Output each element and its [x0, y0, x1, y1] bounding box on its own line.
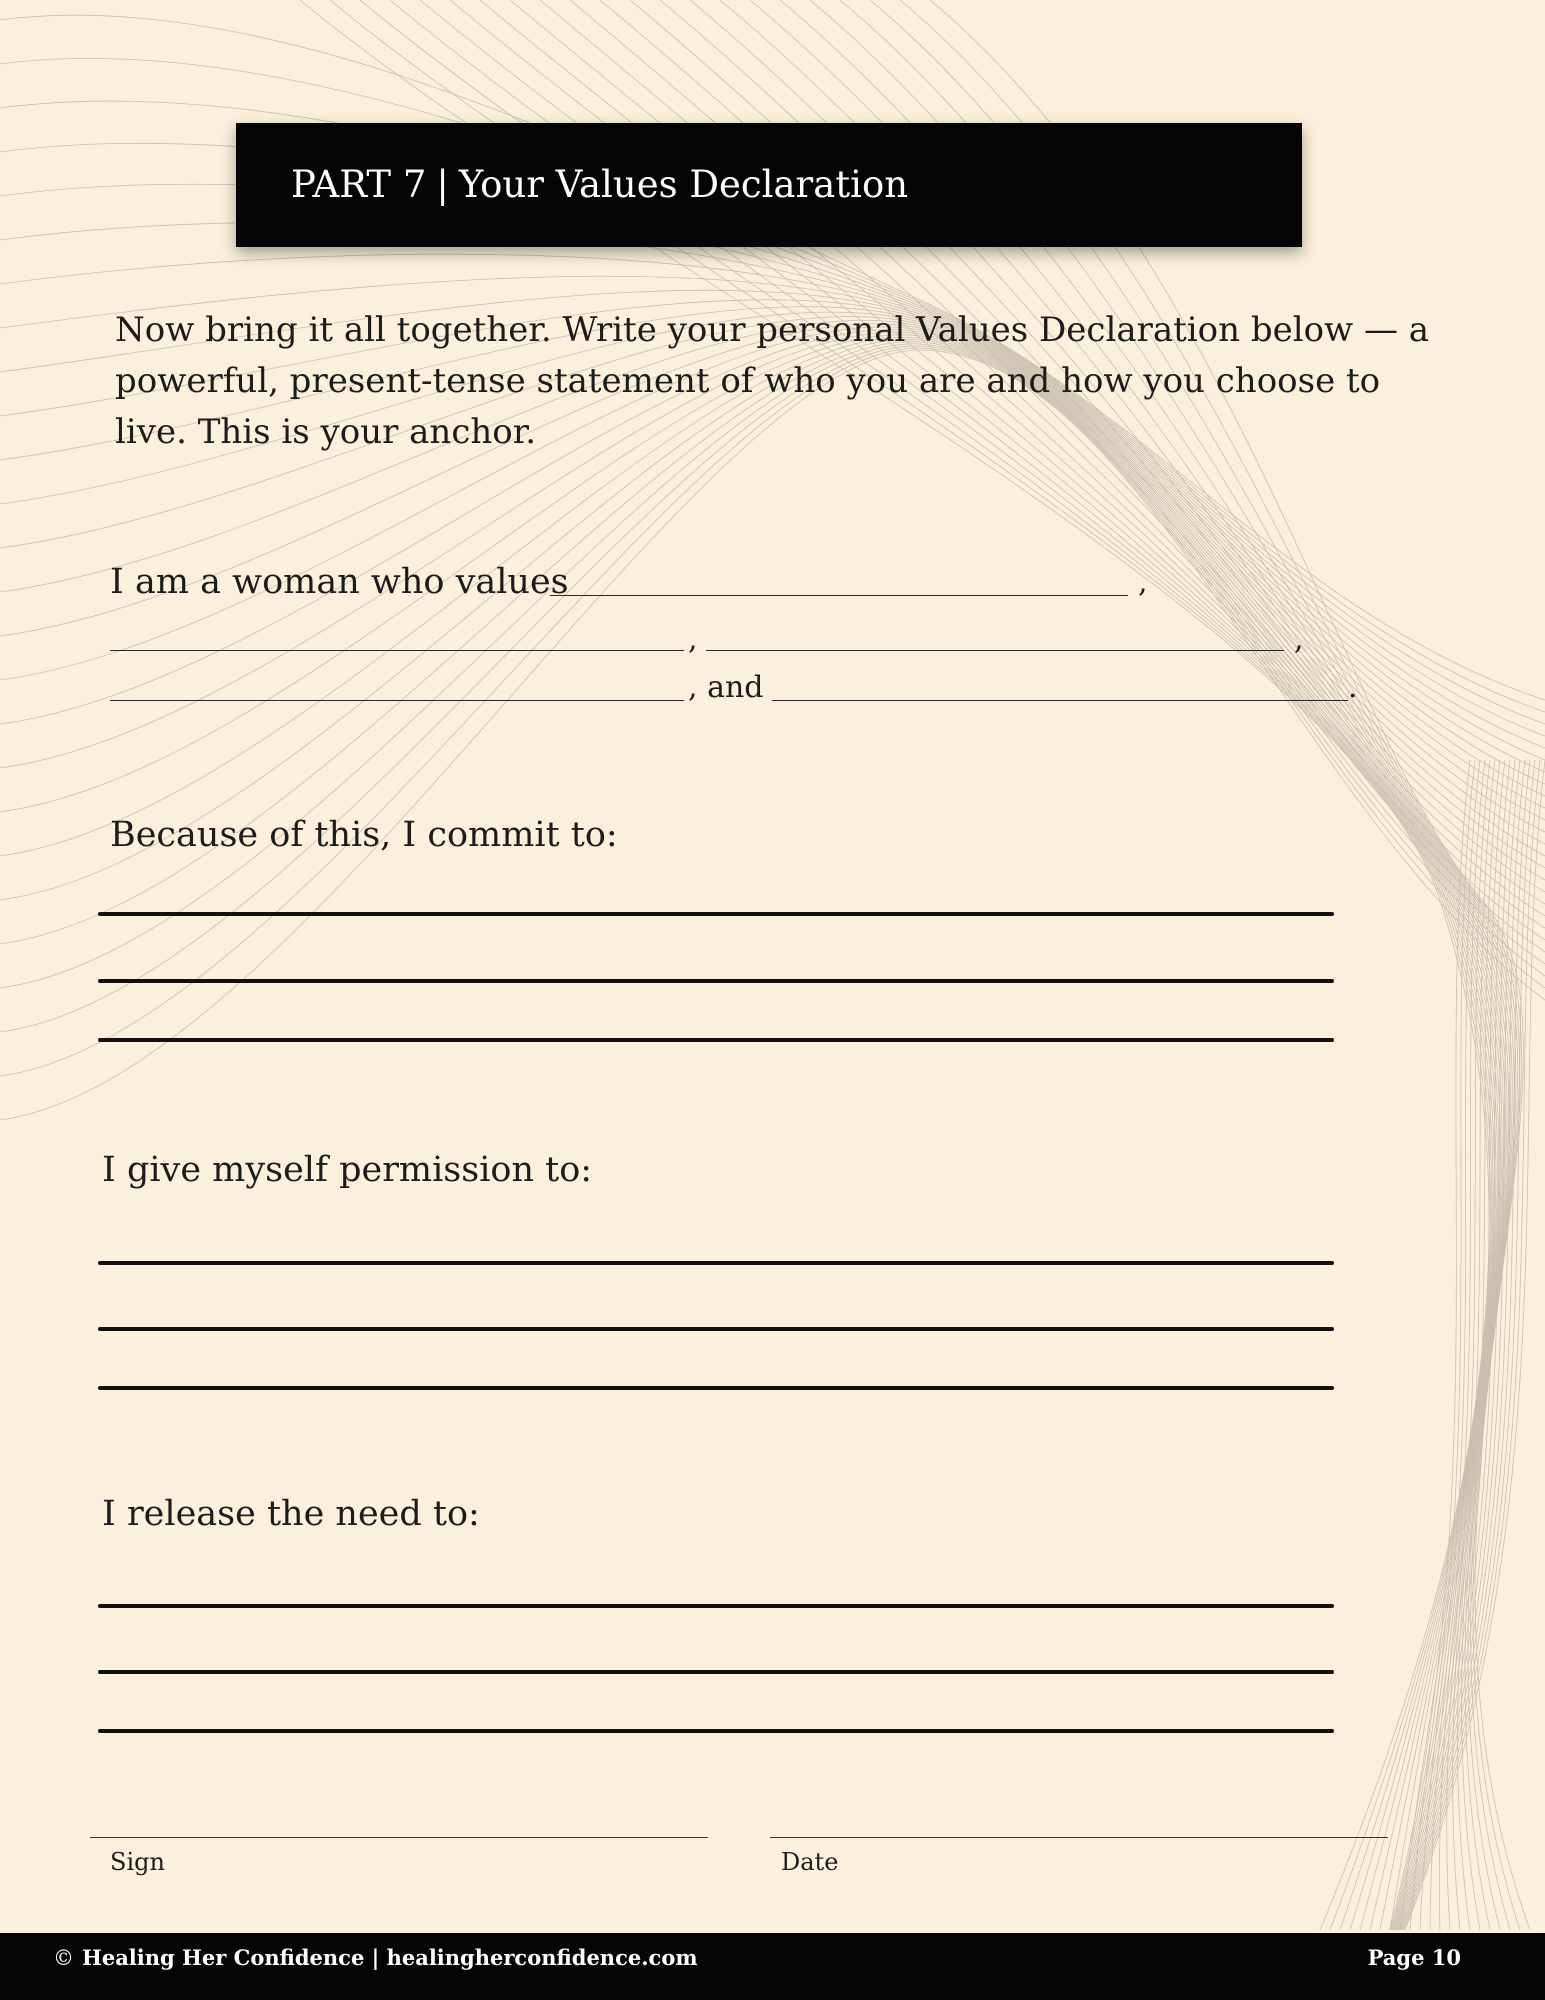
- copyright-icon: ©: [53, 1946, 74, 1970]
- footer-separator: |: [371, 1945, 380, 1970]
- permission-prompt: I give myself permission to:: [102, 1150, 593, 1190]
- commit-prompt: Because of this, I commit to:: [110, 815, 618, 855]
- value-blank-2[interactable]: [110, 650, 684, 651]
- commit-line-1[interactable]: [98, 912, 1334, 916]
- header-separator: |: [436, 163, 449, 206]
- permission-line-3[interactable]: [98, 1386, 1334, 1390]
- intro-paragraph: Now bring it all together. Write your personal Values Declaration below — a powerful, present-tense statement of who you are and how you choose to live. This is your anchor.: [115, 310, 1430, 452]
- release-line-2[interactable]: [98, 1670, 1334, 1674]
- release-line-1[interactable]: [98, 1604, 1334, 1608]
- section-header-bar: [236, 123, 1302, 247]
- section-header-title: [291, 123, 908, 247]
- brand-name: Healing Her Confidence: [82, 1945, 365, 1970]
- sign-line[interactable]: [90, 1837, 708, 1838]
- value-blank-1[interactable]: [550, 595, 1128, 596]
- comma-2: ,: [688, 622, 698, 657]
- value-blank-4[interactable]: [110, 700, 684, 701]
- footer-bar: [0, 1933, 1545, 2000]
- part-number: PART 7: [291, 163, 427, 206]
- value-blank-3[interactable]: [706, 650, 1284, 651]
- permission-line-1[interactable]: [98, 1261, 1334, 1265]
- permission-line-2[interactable]: [98, 1327, 1334, 1331]
- release-prompt: I release the need to:: [102, 1494, 480, 1534]
- date-line[interactable]: [770, 1837, 1388, 1838]
- declaration-lead: I am a woman who values: [110, 562, 569, 602]
- website-link[interactable]: healingherconfidence.com: [386, 1945, 698, 1970]
- section-title: Your Values Declaration: [458, 163, 909, 206]
- comma-3: ,: [1294, 622, 1304, 657]
- sign-label: Sign: [110, 1848, 165, 1876]
- commit-line-2[interactable]: [98, 979, 1334, 983]
- period: .: [1348, 670, 1358, 705]
- footer-brand: [53, 1933, 698, 1983]
- comma-1: ,: [1138, 565, 1148, 600]
- and-text: , and: [688, 670, 764, 705]
- date-label: Date: [781, 1848, 839, 1876]
- release-line-3[interactable]: [98, 1729, 1334, 1733]
- page-number: Page 10: [1367, 1945, 1461, 1970]
- commit-line-3[interactable]: [98, 1038, 1334, 1042]
- value-blank-5[interactable]: [772, 700, 1348, 701]
